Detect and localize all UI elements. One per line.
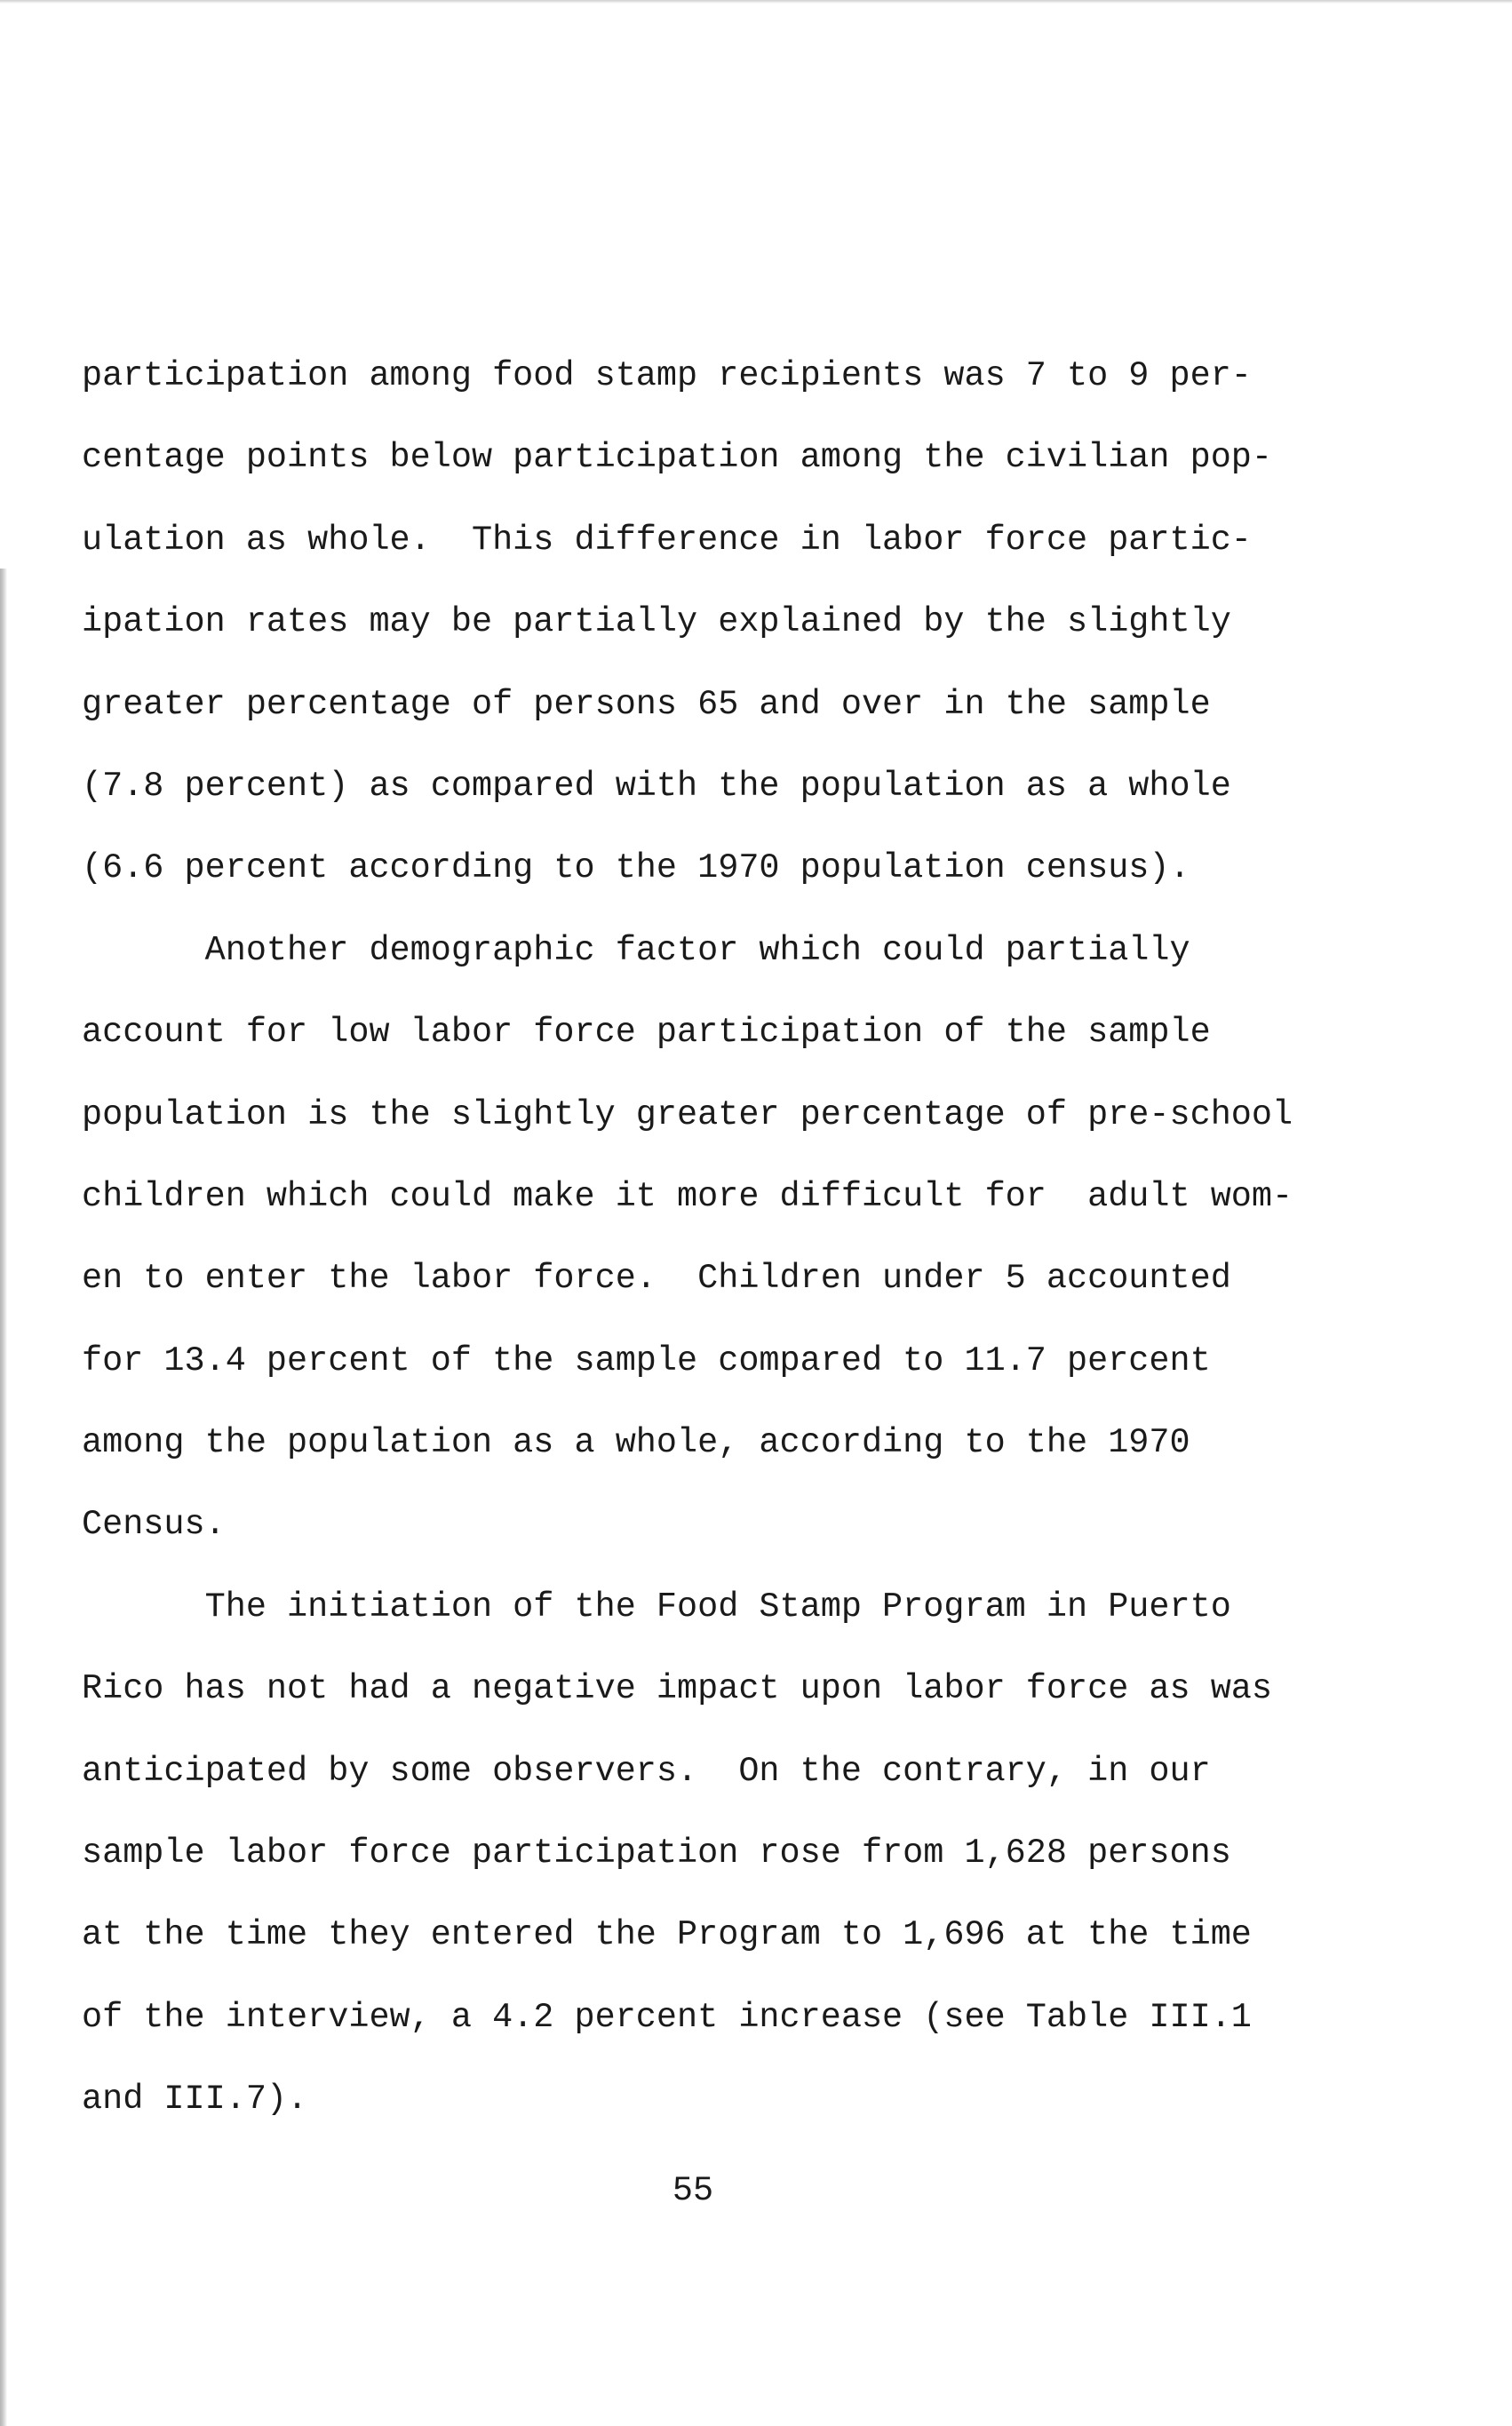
text-line: sample labor force participation rose from 1,628 persons (82, 1833, 1231, 1873)
text-line: greater percentage of persons 65 and over in the sample (82, 684, 1211, 724)
text-line: ulation as whole. This difference in labor force partic- (82, 520, 1252, 560)
text-line: and III.7). (82, 2080, 308, 2120)
text-line: account for low labor force participation of the sample (82, 1013, 1211, 1053)
text-line: among the population as a whole, according to the 1970 (82, 1423, 1190, 1463)
text-line: ipation rates may be partially explained by the slightly (82, 602, 1231, 642)
text-line: Another demographic factor which could partially (82, 930, 1190, 970)
text-line: participation among food stamp recipients was 7 to 9 per- (82, 356, 1252, 395)
text-line: population is the slightly greater percentage of pre-school (82, 1094, 1293, 1134)
body-text (82, 335, 1361, 2141)
text-line: en to enter the labor force. Children under 5 accounted (82, 1259, 1231, 1299)
text-line: for 13.4 percent of the sample compared to 11.7 percent (82, 1340, 1211, 1380)
text-line: (7.8 percent) as compared with the population as a whole (82, 766, 1231, 806)
text-line: (6.6 percent according to the 1970 population census). (82, 848, 1190, 888)
text-line: centage points below participation among the civilian pop- (82, 438, 1273, 478)
scan-top-edge (0, 0, 1512, 4)
text-line: Census. (82, 1505, 226, 1545)
text-line: Rico has not had a negative impact upon labor force as was (82, 1669, 1273, 1709)
text-line: anticipated by some observers. On the contrary, in our (82, 1751, 1211, 1791)
text-line: children which could make it more difficult for adult wom- (82, 1176, 1293, 1216)
text-line: The initiation of the Food Stamp Program in Puerto (82, 1587, 1231, 1627)
text-line: of the interview, a 4.2 percent increase (see Table III.1 (82, 1997, 1252, 2037)
scan-left-edge-shadow (0, 569, 7, 2426)
text-line: at the time they entered the Program to 1,696 at the time (82, 1915, 1252, 1955)
page-number: 55 (672, 2171, 714, 2210)
